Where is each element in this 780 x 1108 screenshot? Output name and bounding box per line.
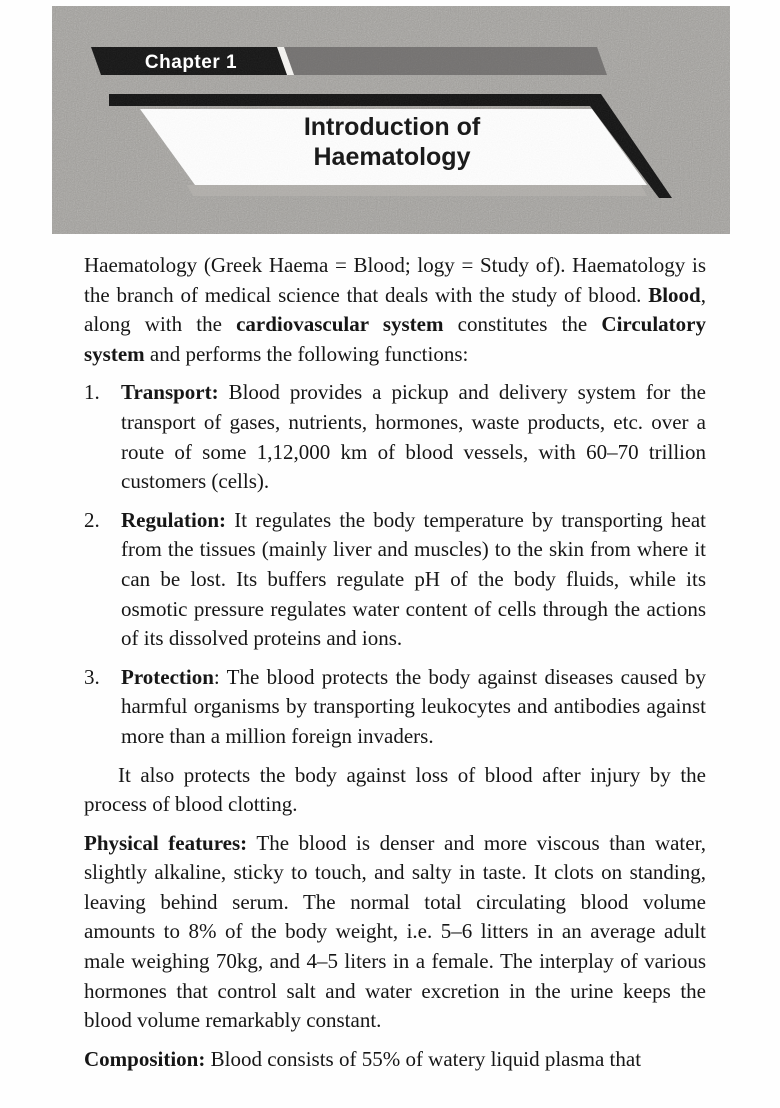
chapter-title-line2: Haematology — [313, 143, 471, 171]
list-lead-bold: Transport: — [121, 380, 219, 405]
list-item-text — [121, 506, 706, 654]
composition-lead: Composition: — [84, 1046, 206, 1071]
list-number: 1. — [84, 380, 100, 405]
composition-text: Blood consists of 55% of watery liquid plasma that — [205, 1046, 642, 1071]
chapter-banner-label: Chapter 1 — [144, 52, 238, 73]
intro-text-1: Haematology (Greek Haema = Blood; logy = Study of). Haematology is the branch of medical science that deals with the study of blood. — [84, 253, 706, 307]
list-body-text: It regulates the body temperature by transporting heat from the tissues (mainly liver and muscles) to the skin from where it can be lost. Its buffers regulate pH of the body fluids, while its osmotic pressure regulates water content of cells through the actions of its dissolved proteins and ions. — [121, 507, 706, 651]
list-lead-bold: Protection — [121, 664, 214, 689]
list-number: 2. — [84, 507, 100, 532]
list-item-transport — [84, 378, 706, 496]
list-number: 3. — [84, 664, 100, 689]
chapter-header — [52, 6, 730, 234]
article-body — [84, 234, 706, 1083]
physical-features-lead: Physical features: — [84, 830, 248, 855]
intro-paragraph — [84, 251, 706, 369]
list-item-regulation — [84, 506, 706, 654]
list-lead-separator: : — [213, 664, 227, 689]
chapter-title-line1: Introduction of — [303, 113, 481, 141]
list-item-text — [121, 378, 706, 496]
composition-paragraph — [84, 1045, 706, 1075]
clotting-paragraph: It also protects the body against loss of blood after injury by the process of blood clotting. — [84, 762, 706, 817]
physical-features-paragraph — [84, 829, 706, 1036]
list-body-text: The blood protects the body against diseases caused by harmful organisms by transporting leukocytes and antibodies against more than a million foreign invaders. — [121, 664, 706, 748]
intro-bold-blood: Blood — [648, 282, 701, 307]
intro-text-2: , along with the — [84, 282, 706, 337]
list-lead-bold: Regulation: — [121, 507, 226, 532]
intro-bold-cardiovascular: cardiovascular system — [236, 312, 444, 337]
intro-bold-circulatory: Circulatory system — [84, 312, 706, 366]
list-lead-separator — [226, 508, 234, 532]
physical-features-text: The blood is denser and more viscous than water, slightly alkaline, sticky to touch, and salty in taste. It clots on standing, leaving behind serum. The normal total circulating blood volume amounts to 8% of the body weight, i.e. 5–6 litters in an average adult male weighing 70kg, and 4–5 liters in a female. The interplay of various hormones that control salt and water excretion in the urine keeps the blood volume remarkably constant. — [84, 830, 706, 1033]
intro-text-4: and performs the following functions: — [144, 341, 469, 366]
list-item-protection — [84, 663, 706, 752]
intro-text-3: constitutes the — [443, 312, 602, 337]
list-body-text: Blood provides a pickup and delivery system for the transport of gases, nutrients, hormones, waste products, etc. over a route of some 1,12,000 km of blood vessels, with 60–70 trillion customers (cells). — [121, 380, 706, 494]
list-item-text — [121, 663, 706, 752]
chapter-title — [162, 112, 622, 172]
list-lead-separator — [219, 380, 229, 404]
